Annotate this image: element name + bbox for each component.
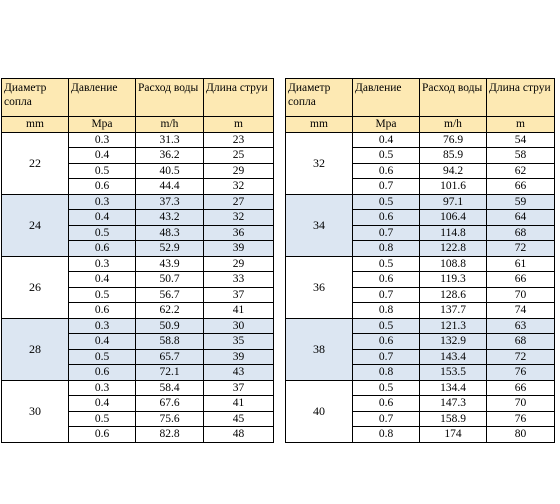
flow-cell: 56.7 [136, 287, 204, 303]
spec-table-left [1, 78, 274, 443]
unit-diameter: mm [286, 117, 353, 133]
flow-cell: 82.8 [136, 427, 204, 443]
pressure-cell: 0.3 [69, 132, 136, 148]
jet-length-cell: 36 [204, 225, 274, 241]
jet-length-cell: 29 [204, 256, 274, 272]
header-jet-length: Длина струи [204, 79, 274, 117]
pressure-cell: 0.6 [353, 396, 420, 412]
jet-length-cell: 48 [204, 427, 274, 443]
flow-cell: 153.5 [420, 365, 487, 381]
jet-length-cell: 54 [487, 132, 555, 148]
pressure-cell: 0.5 [69, 349, 136, 365]
pressure-cell: 0.3 [69, 318, 136, 334]
jet-length-cell: 80 [487, 427, 555, 443]
diameter-cell: 22 [2, 132, 69, 194]
header-row [286, 79, 555, 117]
pressure-cell: 0.4 [69, 272, 136, 288]
table-row [286, 132, 555, 148]
unit-pressure: Mpa [69, 117, 136, 133]
flow-cell: 101.6 [420, 179, 487, 195]
pressure-cell: 0.4 [69, 148, 136, 164]
header-pressure: Давление [69, 79, 136, 117]
jet-length-cell: 30 [204, 318, 274, 334]
diameter-cell: 26 [2, 256, 69, 318]
jet-length-cell: 43 [204, 365, 274, 381]
pressure-cell: 0.4 [353, 132, 420, 148]
table-row [286, 380, 555, 396]
header-flow: Расход воды [136, 79, 204, 117]
header-diameter: Диаметр сопла [286, 79, 353, 117]
jet-length-cell: 74 [487, 303, 555, 319]
jet-length-cell: 41 [204, 396, 274, 412]
diameter-cell: 34 [286, 194, 353, 256]
jet-length-cell: 61 [487, 256, 555, 272]
flow-cell: 122.8 [420, 241, 487, 257]
diameter-cell: 24 [2, 194, 69, 256]
flow-cell: 75.6 [136, 411, 204, 427]
unit-jet-length: m [204, 117, 274, 133]
pressure-cell: 0.6 [69, 365, 136, 381]
header-diameter: Диаметр сопла [2, 79, 69, 117]
flow-cell: 76.9 [420, 132, 487, 148]
jet-length-cell: 29 [204, 163, 274, 179]
pressure-cell: 0.8 [353, 427, 420, 443]
flow-cell: 114.8 [420, 225, 487, 241]
flow-cell: 147.3 [420, 396, 487, 412]
flow-cell: 137.7 [420, 303, 487, 319]
pressure-cell: 0.6 [69, 303, 136, 319]
jet-length-cell: 66 [487, 380, 555, 396]
pressure-cell: 0.6 [353, 210, 420, 226]
flow-cell: 121.3 [420, 318, 487, 334]
jet-length-cell: 32 [204, 210, 274, 226]
pressure-cell: 0.5 [69, 287, 136, 303]
flow-cell: 72.1 [136, 365, 204, 381]
pressure-cell: 0.5 [69, 225, 136, 241]
flow-cell: 134.4 [420, 380, 487, 396]
pressure-cell: 0.4 [69, 396, 136, 412]
pressure-cell: 0.5 [69, 163, 136, 179]
jet-length-cell: 37 [204, 380, 274, 396]
flow-cell: 94.2 [420, 163, 487, 179]
units-row [2, 117, 274, 133]
jet-length-cell: 59 [487, 194, 555, 210]
jet-length-cell: 76 [487, 411, 555, 427]
flow-cell: 50.9 [136, 318, 204, 334]
jet-length-cell: 33 [204, 272, 274, 288]
diameter-cell: 38 [286, 318, 353, 380]
unit-flow: m/h [420, 117, 487, 133]
pressure-cell: 0.5 [353, 148, 420, 164]
unit-jet-length: m [487, 117, 555, 133]
diameter-cell: 32 [286, 132, 353, 194]
jet-length-cell: 68 [487, 225, 555, 241]
unit-flow: m/h [136, 117, 204, 133]
unit-pressure: Mpa [353, 117, 420, 133]
jet-length-cell: 68 [487, 334, 555, 350]
flow-cell: 43.2 [136, 210, 204, 226]
jet-length-cell: 72 [487, 349, 555, 365]
pressure-cell: 0.6 [353, 272, 420, 288]
pressure-cell: 0.4 [69, 210, 136, 226]
jet-length-cell: 25 [204, 148, 274, 164]
table-row [286, 256, 555, 272]
pressure-cell: 0.8 [353, 365, 420, 381]
flow-cell: 50.7 [136, 272, 204, 288]
jet-length-cell: 39 [204, 241, 274, 257]
diameter-cell: 28 [2, 318, 69, 380]
jet-length-cell: 70 [487, 396, 555, 412]
flow-cell: 97.1 [420, 194, 487, 210]
flow-cell: 132.9 [420, 334, 487, 350]
jet-length-cell: 66 [487, 272, 555, 288]
table-row [2, 380, 274, 396]
pressure-cell: 0.6 [69, 241, 136, 257]
table-row [2, 256, 274, 272]
flow-cell: 58.4 [136, 380, 204, 396]
jet-length-cell: 76 [487, 365, 555, 381]
pressure-cell: 0.6 [353, 163, 420, 179]
unit-diameter: mm [2, 117, 69, 133]
pressure-cell: 0.3 [69, 194, 136, 210]
header-jet-length: Длина струи [487, 79, 555, 117]
diameter-cell: 36 [286, 256, 353, 318]
jet-length-cell: 70 [487, 287, 555, 303]
flow-cell: 174 [420, 427, 487, 443]
flow-cell: 108.8 [420, 256, 487, 272]
flow-cell: 106.4 [420, 210, 487, 226]
jet-length-cell: 27 [204, 194, 274, 210]
pressure-cell: 0.7 [353, 179, 420, 195]
pressure-cell: 0.3 [69, 256, 136, 272]
jet-length-cell: 62 [487, 163, 555, 179]
flow-cell: 65.7 [136, 349, 204, 365]
flow-cell: 158.9 [420, 411, 487, 427]
pressure-cell: 0.5 [353, 380, 420, 396]
pressure-cell: 0.6 [69, 427, 136, 443]
table-row [286, 318, 555, 334]
flow-cell: 85.9 [420, 148, 487, 164]
pressure-cell: 0.3 [69, 380, 136, 396]
pressure-cell: 0.5 [353, 318, 420, 334]
diameter-cell: 40 [286, 380, 353, 442]
spec-table-right [285, 78, 555, 443]
pressure-cell: 0.7 [353, 287, 420, 303]
header-pressure: Давление [353, 79, 420, 117]
table-row [286, 194, 555, 210]
flow-cell: 37.3 [136, 194, 204, 210]
header-flow: Расход воды [420, 79, 487, 117]
table-row [2, 132, 274, 148]
jet-length-cell: 32 [204, 179, 274, 195]
jet-length-cell: 23 [204, 132, 274, 148]
flow-cell: 48.3 [136, 225, 204, 241]
pressure-cell: 0.7 [353, 349, 420, 365]
pressure-cell: 0.5 [69, 411, 136, 427]
jet-length-cell: 45 [204, 411, 274, 427]
flow-cell: 44.4 [136, 179, 204, 195]
jet-length-cell: 37 [204, 287, 274, 303]
jet-length-cell: 66 [487, 179, 555, 195]
jet-length-cell: 41 [204, 303, 274, 319]
jet-length-cell: 64 [487, 210, 555, 226]
flow-cell: 52.9 [136, 241, 204, 257]
flow-cell: 143.4 [420, 349, 487, 365]
table-row [2, 318, 274, 334]
flow-cell: 62.2 [136, 303, 204, 319]
jet-length-cell: 72 [487, 241, 555, 257]
pressure-cell: 0.8 [353, 303, 420, 319]
flow-cell: 43.9 [136, 256, 204, 272]
flow-cell: 40.5 [136, 163, 204, 179]
pressure-cell: 0.6 [353, 334, 420, 350]
header-row [2, 79, 274, 117]
pressure-cell: 0.5 [353, 256, 420, 272]
jet-length-cell: 58 [487, 148, 555, 164]
pressure-cell: 0.6 [69, 179, 136, 195]
flow-cell: 31.3 [136, 132, 204, 148]
pressure-cell: 0.7 [353, 225, 420, 241]
pressure-cell: 0.8 [353, 241, 420, 257]
flow-cell: 128.6 [420, 287, 487, 303]
flow-cell: 119.3 [420, 272, 487, 288]
pressure-cell: 0.5 [353, 194, 420, 210]
jet-length-cell: 39 [204, 349, 274, 365]
jet-length-cell: 63 [487, 318, 555, 334]
flow-cell: 36.2 [136, 148, 204, 164]
pressure-cell: 0.4 [69, 334, 136, 350]
table-row [2, 194, 274, 210]
flow-cell: 58.8 [136, 334, 204, 350]
pressure-cell: 0.7 [353, 411, 420, 427]
flow-cell: 67.6 [136, 396, 204, 412]
jet-length-cell: 35 [204, 334, 274, 350]
diameter-cell: 30 [2, 380, 69, 442]
units-row [286, 117, 555, 133]
